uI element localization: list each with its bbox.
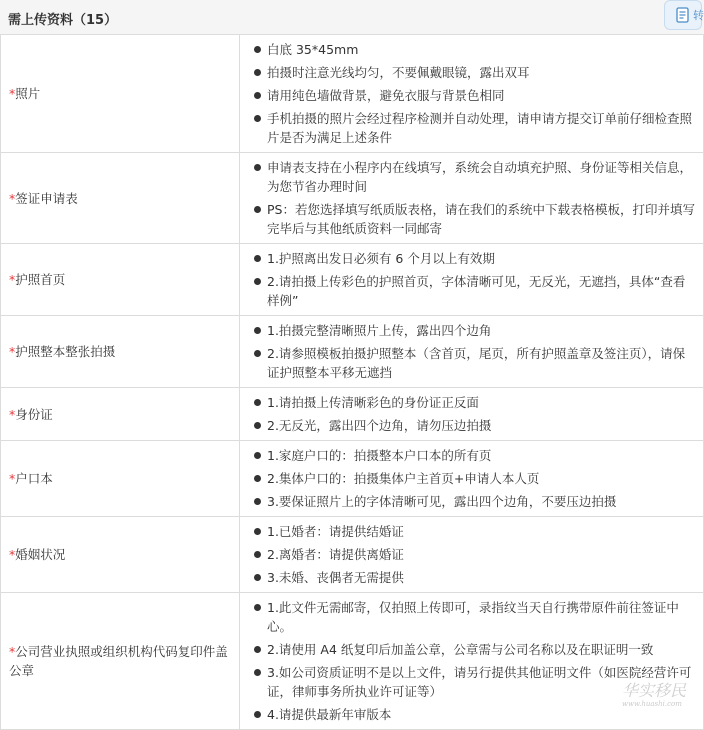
requirement-item-text: 2.请使用 A4 纸复印后加盖公章，公章需与公司名称以及在职证明一致 <box>267 642 654 657</box>
requirement-label: 户口本 <box>15 471 53 486</box>
requirement-item-text: 1.拍摄完整清晰照片上传，露出四个边角 <box>267 323 492 338</box>
requirement-content-cell <box>240 517 704 593</box>
bullet-icon <box>254 475 261 482</box>
requirement-item-text: PS：若您选择填写纸质版表格，请在我们的系统中下载表格模板，打印并填写完毕后与其他纸质资料一同邮寄 <box>267 202 695 236</box>
requirement-item <box>254 200 695 238</box>
requirement-item-text: 2.请参照模板拍摄护照整本（含首页，尾页，所有护照盖章及签注页），请保证护照整本平移无遮挡 <box>267 346 686 380</box>
requirement-label-cell <box>1 316 240 388</box>
bullet-icon <box>254 327 261 334</box>
requirement-item-text: 3.如公司资质证明不是以上文件，请另行提供其他证明文件（如医院经营许可证，律师事务所执业许可证等） <box>267 665 692 699</box>
requirement-item <box>254 545 695 564</box>
requirement-item <box>254 416 695 435</box>
requirement-item-text: 1.请拍摄上传清晰彩色的身份证正反面 <box>267 395 479 410</box>
requirement-content-cell <box>240 153 704 244</box>
requirement-item <box>254 640 695 659</box>
required-asterisk: * <box>9 471 16 486</box>
required-asterisk: * <box>9 644 16 659</box>
bullet-icon <box>254 498 261 505</box>
requirement-item-text: 白底 35*45mm <box>267 42 359 57</box>
requirement-label-cell <box>1 153 240 244</box>
requirement-item <box>254 522 695 541</box>
requirement-item <box>254 109 695 147</box>
bullet-icon <box>254 551 261 558</box>
watermark-logo <box>622 682 702 712</box>
requirement-item-text: 2.离婚者：请提供离婚证 <box>267 547 404 562</box>
bullet-icon <box>254 528 261 535</box>
requirement-row <box>1 593 704 730</box>
requirement-label: 婚姻状况 <box>15 547 66 562</box>
requirement-item-text: 3.要保证照片上的字体清晰可见，露出四个边角，不要压边拍摄 <box>267 494 617 509</box>
requirement-item <box>254 393 695 412</box>
requirement-row <box>1 316 704 388</box>
requirement-item <box>254 63 695 82</box>
requirement-label: 公司营业执照或组织机构代码复印件盖公章 <box>9 644 228 678</box>
document-icon <box>676 7 690 23</box>
bullet-icon <box>254 452 261 459</box>
requirement-item-text: 1.护照离出发日必须有 6 个月以上有效期 <box>267 251 495 266</box>
bullet-icon <box>254 255 261 262</box>
bullet-icon <box>254 92 261 99</box>
requirement-label: 身份证 <box>15 406 53 422</box>
section-header <box>0 0 704 35</box>
requirement-item-text: 2.集体户口的：拍摄集体户主首页+申请人本人页 <box>267 471 540 486</box>
requirement-row <box>1 388 704 441</box>
requirement-content-cell <box>240 244 704 316</box>
requirement-item-text: 申请表支持在小程序内在线填写，系统会自动填充护照、身份证等相关信息，为您节省办理时间 <box>267 160 693 194</box>
requirement-item <box>254 249 695 268</box>
requirement-item <box>254 344 695 382</box>
requirement-row <box>1 441 704 517</box>
bullet-icon <box>254 574 261 581</box>
requirement-item <box>254 158 695 196</box>
bullet-icon <box>254 115 261 122</box>
requirement-item-text: 拍摄时注意光线均匀，不要佩戴眼镜，露出双耳 <box>267 65 530 80</box>
required-asterisk: * <box>9 272 16 287</box>
requirement-content-cell <box>240 441 704 517</box>
bullet-icon <box>254 399 261 406</box>
requirement-content-cell <box>240 388 704 441</box>
requirement-content-cell <box>240 316 704 388</box>
requirement-label: 护照整本整张拍摄 <box>15 344 116 359</box>
bullet-icon <box>254 164 261 171</box>
requirement-label-cell <box>1 441 240 517</box>
required-asterisk: * <box>9 547 16 562</box>
floating-side-button[interactable] <box>664 0 702 30</box>
requirement-item-text: 请用纯色墙做背景，避免衣服与背景色相同 <box>267 88 505 103</box>
required-asterisk: * <box>9 344 16 359</box>
requirement-row <box>1 153 704 244</box>
bullet-icon <box>254 69 261 76</box>
requirement-item-text: 1.家庭户口的：拍摄整本户口本的所有页 <box>267 448 492 463</box>
side-button-label: 转 <box>693 9 704 22</box>
requirement-item <box>254 446 695 465</box>
requirement-item <box>254 492 695 511</box>
requirement-row <box>1 244 704 316</box>
requirement-item-text: 2.无反光，露出四个边角，请勿压边拍摄 <box>267 418 492 433</box>
requirement-label-cell <box>1 244 240 316</box>
requirement-label-cell <box>1 517 240 593</box>
required-asterisk: * <box>9 406 16 422</box>
requirement-item <box>254 469 695 488</box>
requirement-item <box>254 86 695 105</box>
requirement-item-text: 手机拍摄的照片会经过程序检测并自动处理，请申请方提交订单前仔细检查照片是否为满足上述条件 <box>267 111 693 145</box>
requirement-label: 签证申请表 <box>15 190 78 206</box>
bullet-icon <box>254 646 261 653</box>
watermark-text: 华实移民 <box>622 681 687 700</box>
bullet-icon <box>254 422 261 429</box>
bullet-icon <box>254 604 261 611</box>
watermark-url: www.huashi.com <box>622 700 682 708</box>
requirement-label-cell <box>1 593 240 730</box>
requirement-item <box>254 598 695 636</box>
bullet-icon <box>254 350 261 357</box>
requirement-item-text: 1.此文件无需邮寄，仅拍照上传即可，录指纹当天自行携带原件前往签证中心。 <box>267 600 679 634</box>
requirement-label-cell <box>1 388 240 441</box>
requirement-item-text: 2.请拍摄上传彩色的护照首页，字体清晰可见，无反光，无遮挡，具体“查看样例” <box>267 274 686 308</box>
requirement-item-text: 4.请提供最新年审版本 <box>267 707 392 722</box>
required-asterisk: * <box>9 86 16 101</box>
requirement-item <box>254 272 695 310</box>
requirement-row <box>1 517 704 593</box>
requirement-content-cell <box>240 35 704 153</box>
requirement-item <box>254 321 695 340</box>
requirement-row <box>1 35 704 153</box>
requirement-label-cell <box>1 35 240 153</box>
required-asterisk: * <box>9 190 16 206</box>
section-title: 需上传资料（15） <box>8 13 118 28</box>
requirement-item-text: 3.未婚、丧偶者无需提供 <box>267 570 404 585</box>
requirements-table <box>0 34 704 730</box>
bullet-icon <box>254 46 261 53</box>
requirement-item <box>254 40 695 59</box>
requirement-item <box>254 568 695 587</box>
requirement-item-text: 1.已婚者：请提供结婚证 <box>267 524 404 539</box>
requirement-label: 护照首页 <box>15 272 66 287</box>
bullet-icon <box>254 278 261 285</box>
bullet-icon <box>254 206 261 213</box>
bullet-icon <box>254 669 261 676</box>
requirement-label: 照片 <box>15 86 41 101</box>
